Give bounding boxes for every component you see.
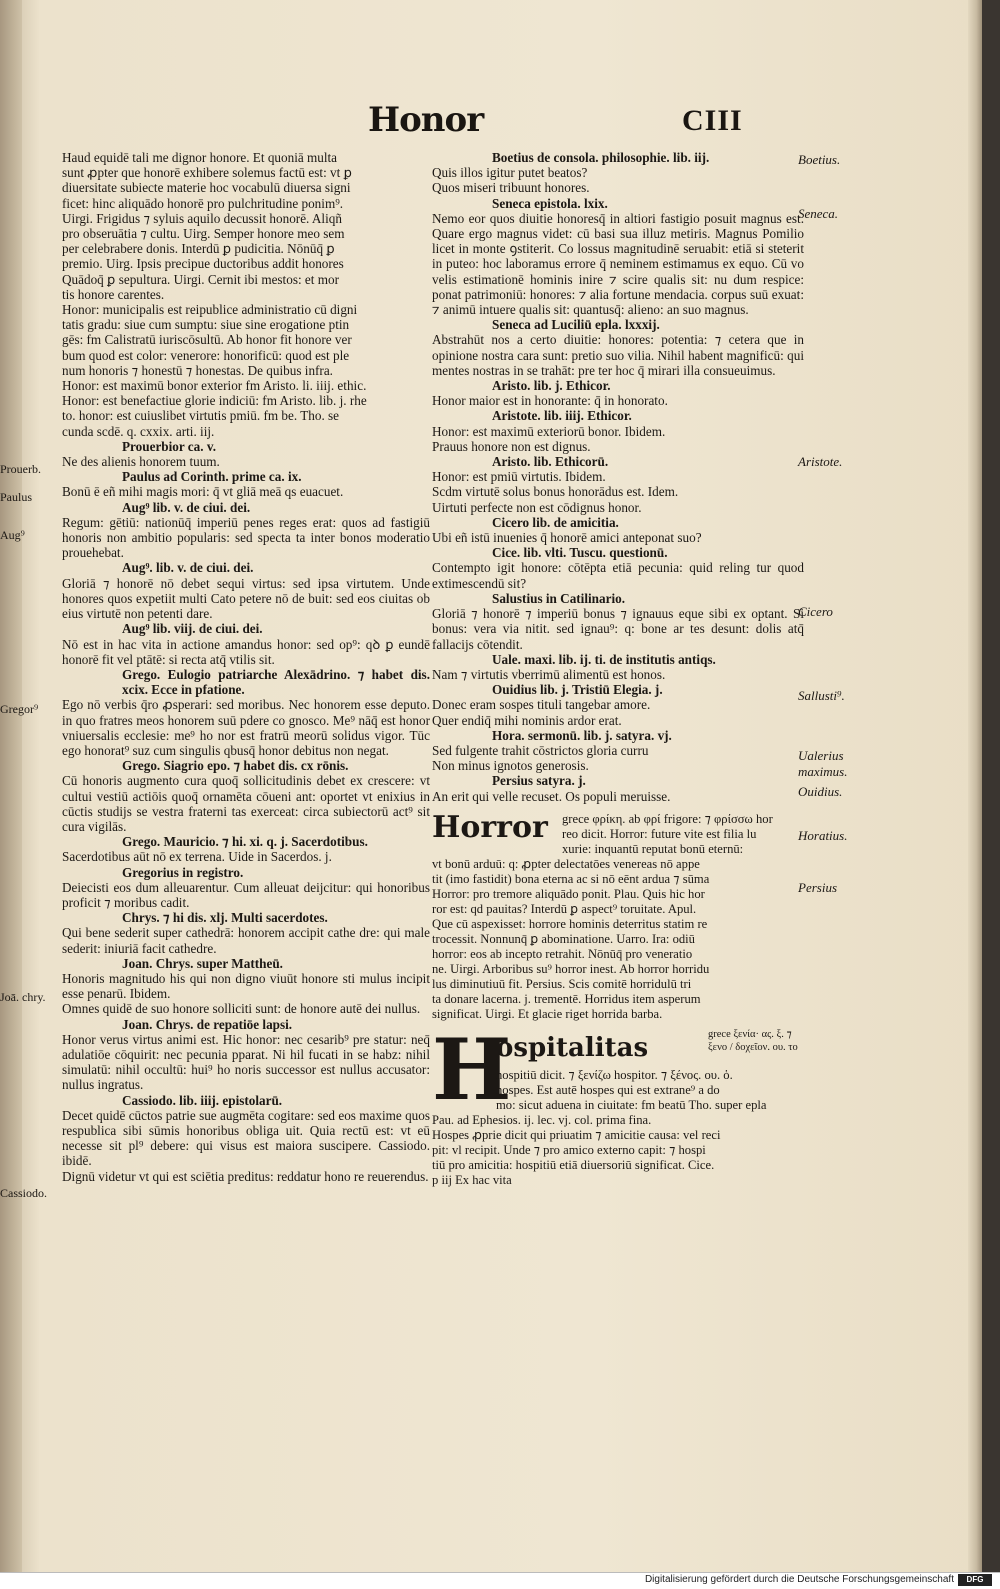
margin-note-right: Aristote.: [798, 454, 843, 469]
horror-line: Horror: pro tremore aliquādo ponit. Plau. Quis hic hor: [432, 886, 705, 901]
source-citation: Salustius in Catilinario.: [492, 590, 626, 606]
quote-text: Honor verus virtus animi est. Hic honor: nec cesarib⁹ pre statur: neq̄ adulatiōe cōquirit: nec pecunia pparat. Ni hil fucati in se habz: nihil simulatū: nihil occultū: hui⁹ ho noris successor est nullus accusator: nullus ingratus.: [62, 1031, 430, 1093]
source-citation: Gregorius in registro.: [122, 864, 244, 880]
text-line: Haud equidē tali me dignor honore. Et quoniā multa: [62, 150, 338, 165]
left-column-quotes: [62, 439, 430, 1184]
quote-text: An erit qui velle recuset. Os populi meruisse.: [432, 788, 671, 804]
text-line: Quādoq̄ ꝑ sepultura. Uirgi. Cernit ibi mestos: et mor: [62, 271, 339, 287]
quote-text: Cū honoris augmento cura quoq̄ sollicitudinis debet ex crescere: vt cultui vestiū actiōis quoq̄ ornamēta cōueni ant: oportet vt enixius in cūctis studijs se vestra fraterni tas exerceat: circa subiectorū act⁹ sit cura vigilās.: [62, 773, 430, 834]
horror-line: trocessit. Nonnunq̄ ꝑ abominatione. Uarro. Ira: odiū: [432, 931, 695, 946]
hospitalitas-line: p iij Ex hac vita: [432, 1172, 512, 1187]
quote-text: Non minus ignotos generosis.: [432, 758, 589, 774]
horror-line: lus diminutiuū fit. Persius. Scis comitē horridulū tri: [432, 976, 692, 991]
horror-line: Que cū aspexisset: horrore hominis deterritus statim re: [432, 916, 708, 931]
quote-text: Gloriā ⁊ honorē ⁊ imperiū bonus ⁊ ignauus eque sibi ex optant. Si bonus: vera via nitit. sed ignau⁹: q: bone ar tes desunt: dolis atq̄ fallacijs cōtendit.: [432, 606, 804, 652]
hospitalitas-greek: grece ξενία· ας. ξ. ⁊ ξενο / δοχεῖον. ου. το: [708, 1028, 798, 1053]
source-citation: Boetius de consola. philosophie. lib. iij.: [492, 150, 710, 165]
source-citation: Aristo. lib. j. Ethicor.: [492, 378, 611, 394]
horror-line: significat. Uirgi. Et glacie riget horrida barba.: [432, 1006, 663, 1021]
text-line: per celebrabere donis. Interdū ꝑ pudicitia. Nōnūq̄ ꝑ: [62, 241, 335, 257]
quote-text: Abstrahūt nos a certo diuitie: honores: potentia: ⁊ cetera que in opinione nostra cara sunt: pretio suo vilia. Nihil habent magnificū: qui mentes nostras in se trahāt: pre ter hoc q̄ mirari illa consueuimus.: [432, 332, 804, 378]
text-line: ficet: hinc aliquādo honorē pro pulchritudine ponim⁹.: [62, 195, 344, 211]
margin-note-right: Ualerius maximus.: [798, 748, 848, 779]
quote-text: Nemo eor quos diuitie honoresq̄ in altiori fastigio posuit magnus est. Quare ergo magnus videt: cū basi sua illuz metiris. Magnus Pomilio licet in monte ꝯstiterit. Co lossus magnitudinē seruabit: etiā si steterit in puteo: hoc laboramus errore q̄ neminem estimamus ex equo. Cū vo velis estimationē hominis inire ⁊ scire qualis sit: nu dum respice: ponat patrimoniū: honores: ⁊ alia fortune mendacia. corpus suū exuat: ⁊ animū intuere qualis sit: quantusq̄: alieno: an suo magnus.: [432, 210, 804, 318]
source-citation: Ouidius lib. j. Tristiū Elegia. j.: [492, 682, 663, 698]
quote-text: Uirtuti perfecte non est cōdignus honor.: [432, 499, 642, 515]
hospitalitas-line: mo: sicut aduena in ciuitate: fm beatū Tho. super epla: [496, 1097, 767, 1112]
text-line: cunda scdē. q. cxxix. arti. iij.: [62, 423, 215, 439]
source-citation: Cice. lib. vlti. Tuscu. questionū.: [492, 545, 668, 561]
margin-note-right: Horatius.: [798, 828, 848, 843]
margin-note-left: Prouerb.: [0, 462, 41, 476]
page-edge: [968, 0, 982, 1572]
quote-text: Qui bene sederit super cathedrā: honorem accipit cathe dre: qui male sederit: iniuriā facit cathedre.: [62, 925, 430, 956]
footer-credit: Digitalisierung gefördert durch die Deutsche Forschungsgemeinschaft: [644, 1574, 954, 1585]
horror-line: reo dicit. Horror: future vite est filia lu: [562, 826, 757, 841]
source-citation: Aristo. lib. Ethicorū.: [492, 454, 609, 470]
quote-text: Bonū ē eñ mihi magis mori: q̄ vt gliā meā qs euacuet.: [62, 484, 344, 500]
margin-note-left: Aug⁹: [0, 528, 25, 542]
hospitalitas-line: pit: vl recipit. Unde ⁊ pro amico externo capit: ⁊ hospi: [432, 1142, 706, 1157]
horror-line: vt bonū arduū: q: ꝓpter delectatōes venereas nō appe: [432, 856, 700, 871]
quote-text: Decet quidē cūctos patrie sue augmēta cogitare: sed eos maxime quos respublica sibi sūmis honoribus obliga uit. Quia rectū est: vt eū necesse sit pl⁹ debere: qui visus est maiora suscipere. Cassiodo. ibidē.: [62, 1107, 430, 1169]
quote-text: Nō est in hac vita in actione amandus honor: sed op⁹: qꝺ ꝑ eundē honorē fit vel ptātē: si recta atq̄ vtilis sit.: [62, 636, 430, 667]
source-citation: Cicero lib. de amicitia.: [492, 514, 619, 530]
quote-text: Contempto igit honore: cōtēpta etiā pecunia: quid reling tur quod extimescendū sit?: [432, 560, 804, 591]
page-spine-shadow: [0, 0, 22, 1572]
text-line: Honor: municipalis est reipublice administratio cū digni: [62, 302, 358, 318]
text-line: Honor: est maximū bonor exterior fm Aristo. li. iiij. ethic.: [62, 378, 367, 394]
quote-text: Quos miseri tribuunt honores.: [432, 180, 590, 196]
text-line: tis honore carentes.: [62, 286, 165, 302]
source-citation: Cassiodo. lib. iiij. epistolarū.: [122, 1092, 283, 1108]
hospitalitas-line: tiū pro amicitia: hospitiū etiā diuersoriū significat. Cice.: [432, 1157, 715, 1172]
quote-text: Regum: gētiū: nationūq̄ imperiū penes reges erat: quos ad fastigiū honoris non ambitio popularis: sed specta ta inter bonos moderatio prouehebat.: [62, 514, 430, 561]
quote-text: Prauus honore non est dignus.: [432, 438, 591, 454]
quote-text: Sacerdotibus aūt nō ex terrena. Uide in Sacerdos. j.: [62, 849, 332, 865]
source-citation: Aug⁹ lib. viij. de ciui. dei.: [122, 621, 263, 637]
hospitalitas-line: hospes. Est autē hospes qui est extrane⁹ a do: [496, 1082, 720, 1097]
margin-note-right: Boetius.: [798, 152, 841, 167]
quote-text: Donec eram sospes tituli tangebar amore.: [432, 697, 651, 713]
quote-text: Deiecisti eos dum alleuarentur. Cum alleuat deijcitur: qui honoribus proficit ⁊ moribus cadit.: [62, 879, 430, 910]
margin-note-right: Persius: [798, 880, 837, 895]
horror-line: ror est: qd pauitas? Interdū ꝑ aspect⁹ toruitate. Apul.: [432, 901, 697, 916]
source-citation: Prouerbior ca. v.: [122, 438, 217, 454]
text-line: num honoris ⁊ honestū ⁊ honestas. De quibus infra.: [62, 362, 333, 378]
quote-text: Sed fulgente trahit cōstrictos gloria curru: [432, 742, 649, 758]
text-line: diuersitate subiecte materie hoc vocabulū diuersa signi: [62, 180, 351, 196]
margin-note-right: Seneca.: [798, 206, 839, 221]
right-column-quotes: [432, 150, 804, 804]
margin-note-right: Sallusti⁹.: [798, 688, 845, 703]
right-column: [432, 150, 804, 1188]
source-citation: Paulus ad Corinth. prime ca. ix.: [122, 469, 302, 485]
quote-text: Dignū videtur vt qui est sciētia preditus: reddatur hono re reuerendus.: [62, 1168, 429, 1184]
folio-number: CIII: [682, 104, 743, 137]
left-column: [62, 150, 430, 1184]
source-citation: Joan. Chrys. super Mattheū.: [122, 955, 283, 971]
page-title: Honor: [368, 100, 484, 140]
text-line: premio. Uirg. Ipsis precipue ductoribus addit honores: [62, 256, 344, 272]
hospitalitas-entry: [432, 1019, 804, 1188]
quote-text: Ne des alienis honorem tuum.: [62, 454, 220, 470]
horror-heading: Horror: [432, 809, 548, 845]
quote-text: Honor: est maximū exteriorū bonor. Ibidem.: [432, 423, 666, 439]
hospitalitas-line: Pau. ad Ephesios. ij. lec. vj. col. prima fina.: [432, 1112, 652, 1127]
hospitalitas-line: Hospes ꝓprie dicit qui priuatim ⁊ amicitie causa: vel reci: [432, 1127, 721, 1142]
horror-line: ta donare lacerna. j. trementē. Horridus item asperum: [432, 991, 701, 1006]
quote-text: Quis illos igitur putet beatos?: [432, 165, 588, 181]
quote-text: Honoris magnitudo his qui non digno viuūt honore sti mulus incipit esse penarū. Ibidem.: [62, 970, 430, 1002]
horror-entry: [432, 809, 804, 1022]
source-citation: Aug⁹. lib. v. de ciui. dei.: [122, 560, 254, 576]
quote-text: Ego nō verbis q̄ro ꝓsperari: sed moribus. Nec honorem esse deputo. in quo fratres meos honorem suū pdere co gnosco. Me⁹ nāq̄ est honor vniuersalis ecclesie: me⁹ ho nor est fratrū meorū solidus vigor. Tūc ego honorat⁹ suz cum singulis qbusq̄ honor debitus non negat.: [62, 697, 430, 758]
source-citation: Uale. maxi. lib. ij. ti. de institutis antiqs.: [492, 651, 716, 667]
hospitalitas-line: hospitiū dicit. ⁊ ξενίζω hospitor. ⁊ ξένος. ου. ὁ.: [496, 1067, 733, 1082]
horror-line: tit (imo fastidit) bona eterna ac si nō eēnt ardua ⁊ sūma: [432, 871, 710, 886]
source-citation: Aug⁹ lib. v. de ciui. dei.: [122, 499, 251, 515]
quote-text: Quer endiq̄ mihi nominis ardor erat.: [432, 712, 622, 728]
source-citation: Aristote. lib. iiij. Ethicor.: [492, 408, 632, 424]
source-citation: Grego. Mauricio. ⁊ hi. xi. q. j. Sacerdotibus.: [122, 834, 368, 850]
margin-note-left: Joā. chry.: [0, 990, 46, 1004]
hospitalitas-initial: H: [432, 1019, 512, 1119]
quote-text: Scdm virtutē solus bonus honorādus est. Idem.: [432, 484, 679, 500]
source-citation: Chrys. ⁊ hi dis. xlj. Multi sacerdotes.: [122, 910, 328, 926]
text-line: Uirgi. Frigidus ⁊ syluis aquilo decussit honorē. Aliqñ: [62, 210, 342, 226]
horror-line: horror: eos ab incepto retrahit. Nōnūq̄ pro veneratio: [432, 946, 693, 961]
horror-line: xurie: inquantū reputat bonū eternū:: [562, 841, 744, 856]
source-citation: Grego. Siagrio epo. ⁊ habet dis. cx rōnis.: [122, 758, 349, 774]
quote-text: Ubi eñ istū inuenies q̄ honorē amici anteponat suo?: [432, 530, 702, 546]
quote-text: Honor: est pmiū virtutis. Ibidem.: [432, 469, 606, 485]
source-citation: Seneca epistola. lxix.: [492, 195, 608, 211]
text-line: Honor: est benefactiue glorie indiciū: fm Aristo. lib. j. rhe: [62, 393, 367, 409]
source-citation: Persius satyra. j.: [492, 773, 586, 789]
source-citation: Joan. Chrys. de repatiōe lapsi.: [122, 1016, 293, 1032]
quote-text: Omnes quidē de suo honore solliciti sunt: de honore autē dei nullus.: [62, 1001, 421, 1017]
dfg-logo: DFG: [958, 1574, 992, 1586]
quote-text: Gloriā ⁊ honorē nō debet sequi virtus: sed ipsa virtutem. Unde honores quos expetiit multi Cato petere nō de buit: sed eos ciuitas ob eius virtutē non petenti dare.: [62, 575, 430, 622]
source-citation: Seneca ad Luciliū epla. lxxxij.: [492, 317, 660, 333]
source-citation: Grego. Eulogio patriarche Alexādrino. ⁊ habet dis. xcix. Ecce in pfatione.: [122, 666, 430, 698]
horror-line: grece φρίκη. ab φρί frigore: ⁊ φρίσσω hor: [562, 811, 773, 826]
text-line: tatis gradu: siue cum sumptu: siue sine erogatione ptin: [62, 317, 350, 333]
margin-note-left: Cassiodo.: [0, 1186, 48, 1200]
source-citation: Hora. sermonū. lib. j. satyra. vj.: [492, 727, 672, 743]
text-line: sunt ꝓpter que honorē exhibere solemus factū est: vt ꝑ: [62, 165, 352, 181]
text-line: gēs: fm Calistratū iuriscōsultū. Ab honor fit honore ver: [62, 332, 352, 348]
quote-text: Honor maior est in honorante: q̄ in honorato.: [432, 393, 668, 409]
left-column-intro: [62, 150, 430, 439]
hospitalitas-heading: ospitalitas: [496, 1032, 649, 1063]
margin-note-left: Paulus: [0, 490, 33, 504]
horror-line: ne. Uirgi. Arboribus su⁹ horror inest. Ab horror horridu: [432, 961, 710, 976]
margin-note-left: Gregor⁹: [0, 702, 39, 716]
text-line: bum quod est color: venerore: honorificū: quod est ple: [62, 347, 350, 363]
text-line: pro obseruātia ⁊ cultu. Uirg. Semper honore meo sem: [62, 226, 345, 242]
margin-note-right: Cicero: [798, 604, 833, 619]
text-line: to. honor: est cuiuslibet virtutis pmiū. fm be. Tho. se: [62, 408, 340, 424]
margin-note-right: Ouidius.: [798, 784, 843, 799]
quote-text: Nam ⁊ virtutis vberrimū alimentū est honos.: [432, 666, 666, 682]
